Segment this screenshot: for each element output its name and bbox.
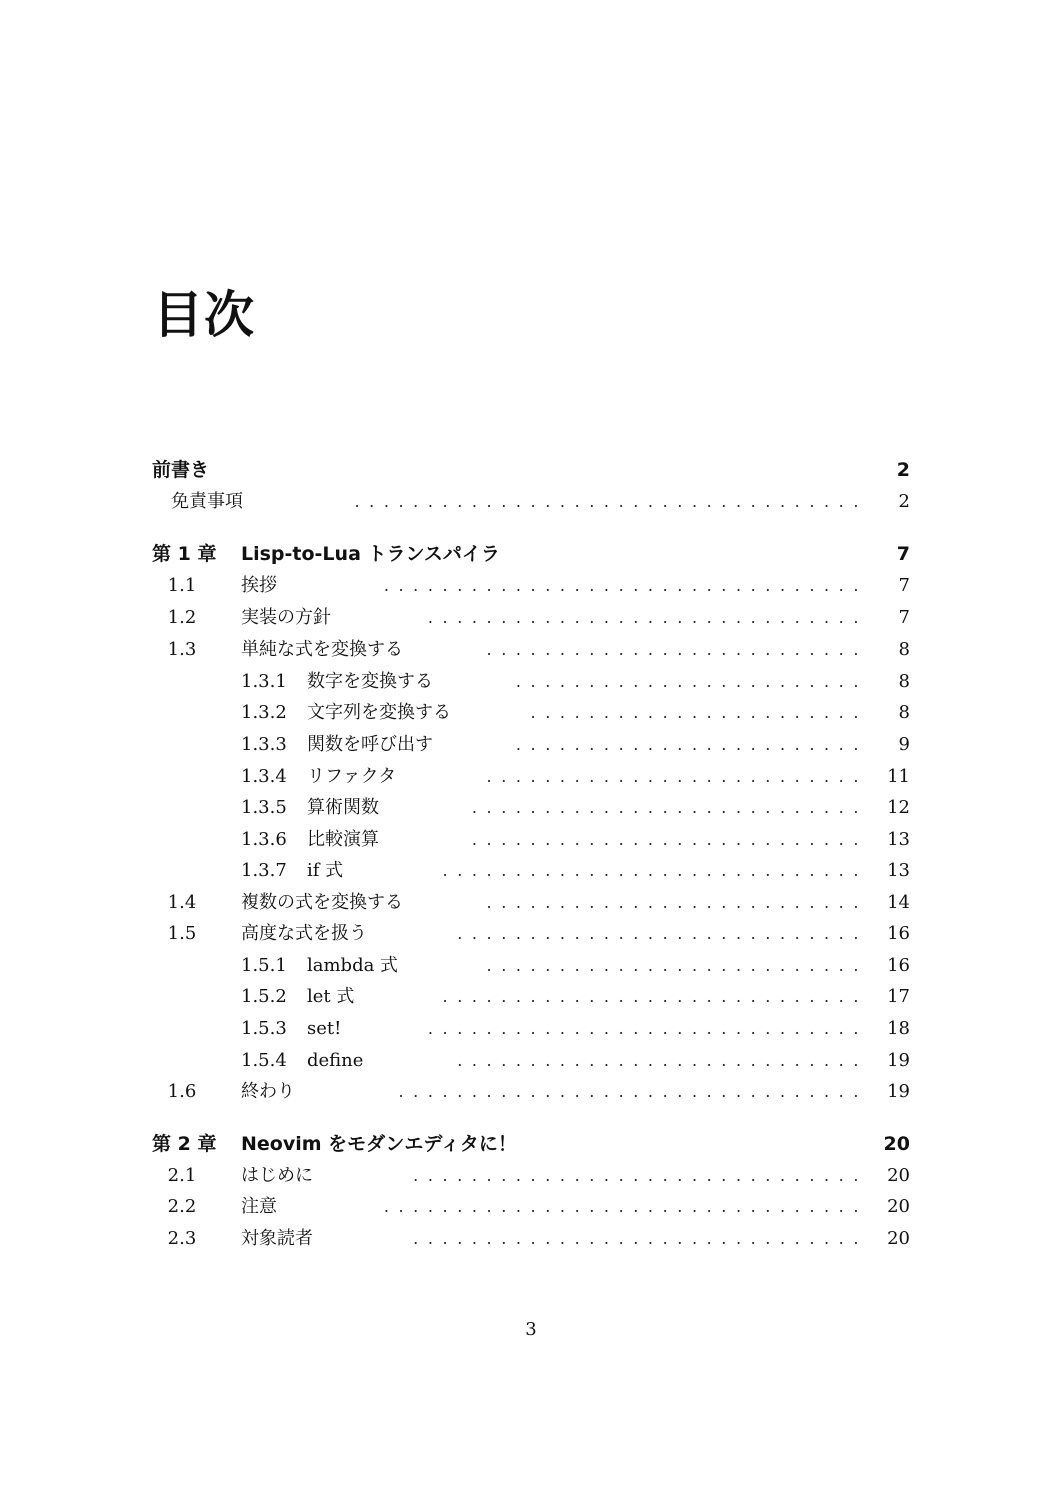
toc-entry-number: 1.5.4 bbox=[241, 1050, 287, 1071]
toc-entry-number: 1.1 bbox=[167, 575, 197, 596]
toc-entry-page: 7 bbox=[898, 575, 910, 596]
toc-section-entry[interactable] bbox=[0, 1191, 1062, 1223]
toc-entry-title: リファクタ bbox=[307, 766, 397, 787]
toc-section-entry[interactable] bbox=[0, 1160, 1062, 1192]
dot-leader: . . . . . . . . . . . . . . . . . . . . . . . . . . . . . . . . . bbox=[383, 576, 868, 595]
toc-entry-number: 2.1 bbox=[167, 1165, 197, 1186]
toc-subsection-entry[interactable] bbox=[0, 950, 1062, 982]
toc-entry-title: set! bbox=[307, 1018, 342, 1039]
toc-entry-title: Neovim をモダンエディタに！ bbox=[241, 1133, 517, 1155]
dot-leader: . . . . . . . . . . . . . . . . . . . . . . . . . . . . . bbox=[442, 987, 868, 1006]
toc-entry-title: 前書き bbox=[152, 459, 210, 481]
toc-entry-number: 1.3.7 bbox=[241, 860, 287, 881]
toc-entry-page: 8 bbox=[898, 671, 910, 692]
toc-entry-page: 16 bbox=[887, 955, 910, 976]
dot-leader: . . . . . . . . . . . . . . . . . . . . . . . . . . . . . . bbox=[427, 1019, 868, 1038]
toc-entry-number: 1.3.6 bbox=[241, 829, 287, 850]
toc-entry-title: 文字列を変換する bbox=[307, 702, 451, 723]
dot-leader: . . . . . . . . . . . . . . . . . . . . . . . . . . bbox=[486, 767, 868, 786]
toc-entry-page: 20 bbox=[887, 1165, 910, 1186]
toc-section-entry[interactable] bbox=[0, 634, 1062, 666]
toc-entry-page: 7 bbox=[898, 607, 910, 628]
toc-subsection-entry[interactable] bbox=[0, 761, 1062, 793]
dot-leader: . . . . . . . . . . . . . . . . . . . . . . . . . . . . . . bbox=[427, 608, 868, 627]
toc-entry-number: 1.4 bbox=[167, 892, 197, 913]
dot-leader: . . . . . . . . . . . . . . . . . . . . . . . . . . . . bbox=[457, 1051, 868, 1070]
toc-entry-title: 関数を呼び出す bbox=[307, 734, 433, 755]
dot-leader: . . . . . . . . . . . . . . . . . . . . . . . . . . . . . . . bbox=[413, 1229, 868, 1248]
toc-entry-title: はじめに bbox=[241, 1165, 313, 1186]
toc-entry-page: 14 bbox=[887, 892, 910, 913]
toc-entry-title: define bbox=[307, 1050, 364, 1071]
toc-entry-title: 高度な式を扱う bbox=[241, 923, 367, 944]
toc-entry-title: 数字を変換する bbox=[307, 671, 433, 692]
toc-entry-number: 1.3.2 bbox=[241, 702, 287, 723]
dot-leader: . . . . . . . . . . . . . . . . . . . . . . . . . . bbox=[486, 956, 868, 975]
toc-entry-number: 1.5.1 bbox=[241, 955, 287, 976]
dot-leader: . . . . . . . . . . . . . . . . . . . . . . . . bbox=[515, 735, 868, 754]
toc-subsection-entry[interactable] bbox=[0, 1045, 1062, 1077]
toc-entry-number: 1.3.4 bbox=[241, 766, 287, 787]
toc-subsection-entry[interactable] bbox=[0, 981, 1062, 1013]
toc-entry-number: 1.3.5 bbox=[241, 797, 287, 818]
toc-entry-title: 単純な式を変換する bbox=[241, 639, 403, 660]
dot-leader: . . . . . . . . . . . . . . . . . . . . . . . . . . . . bbox=[457, 924, 868, 943]
toc-section-entry[interactable] bbox=[0, 887, 1062, 919]
toc-entry-title: if 式 bbox=[307, 860, 344, 881]
toc-entry-page: 13 bbox=[887, 860, 910, 881]
toc-entry-page: 7 bbox=[896, 543, 910, 565]
toc-entry-page: 19 bbox=[887, 1050, 910, 1071]
toc-subsection-entry[interactable] bbox=[0, 855, 1062, 887]
toc-entry-title: 注意 bbox=[241, 1196, 277, 1217]
dot-leader: . . . . . . . . . . . . . . . . . . . . . . . . . . bbox=[486, 893, 868, 912]
toc-entry-page: 13 bbox=[887, 829, 910, 850]
toc-subsection-entry[interactable] bbox=[0, 697, 1062, 729]
toc-entry-page: 18 bbox=[887, 1018, 910, 1039]
toc-section-entry[interactable] bbox=[0, 1223, 1062, 1255]
toc-entry-number: 1.3.1 bbox=[241, 671, 287, 692]
toc-entry-page: 17 bbox=[887, 986, 910, 1007]
toc-subsection-entry[interactable] bbox=[0, 792, 1062, 824]
toc-chapter-entry[interactable] bbox=[0, 538, 1062, 570]
dot-leader: . . . . . . . . . . . . . . . . . . . . . . . . . . . . . . . bbox=[413, 1166, 868, 1185]
toc-subsection-entry[interactable] bbox=[0, 1013, 1062, 1045]
toc-entry-number: 1.5 bbox=[167, 923, 197, 944]
toc-entry-title: 終わり bbox=[241, 1081, 295, 1102]
toc-entry-number: 1.3 bbox=[167, 639, 197, 660]
toc-entry-number: 1.5.3 bbox=[241, 1018, 287, 1039]
toc-entry-page: 19 bbox=[887, 1081, 910, 1102]
toc-entry-title: let 式 bbox=[307, 986, 355, 1007]
toc-entry-page: 20 bbox=[883, 1133, 910, 1155]
toc-entry-number: 1.3.3 bbox=[241, 734, 287, 755]
toc-entry-title: 複数の式を変換する bbox=[241, 892, 403, 913]
toc-entry-page: 2 bbox=[896, 459, 910, 481]
toc-entry-number: 2.2 bbox=[167, 1196, 197, 1217]
dot-leader: . . . . . . . . . . . . . . . . . . . . . . . . . . . . . . . . . bbox=[383, 1197, 868, 1216]
toc-entry-title: 算術関数 bbox=[307, 797, 379, 818]
toc-entry-page: 20 bbox=[887, 1228, 910, 1249]
dot-leader: . . . . . . . . . . . . . . . . . . . . . . . . bbox=[515, 672, 868, 691]
dot-leader: . . . . . . . . . . . . . . . . . . . . . . . . . . . . . bbox=[442, 861, 868, 880]
toc-chapter-entry[interactable] bbox=[0, 1128, 1062, 1160]
toc-section-entry[interactable] bbox=[0, 570, 1062, 602]
toc-entry-page: 8 bbox=[898, 639, 910, 660]
toc-entry-page: 11 bbox=[887, 766, 910, 787]
toc-entry-number: 第 2 章 bbox=[152, 1133, 217, 1155]
toc-section-entry[interactable] bbox=[0, 918, 1062, 950]
page-number: 3 bbox=[525, 1319, 537, 1340]
dot-leader: . . . . . . . . . . . . . . . . . . . . . . . bbox=[530, 703, 868, 722]
toc-entry-title: 挨拶 bbox=[241, 575, 277, 596]
toc-entry-number: 第 1 章 bbox=[152, 543, 217, 565]
dot-leader: . . . . . . . . . . . . . . . . . . . . . . . . . . . . . . . . bbox=[398, 1082, 868, 1101]
toc-entry-page: 2 bbox=[898, 491, 910, 512]
toc-entry-page: 8 bbox=[898, 702, 910, 723]
toc-section-entry[interactable] bbox=[0, 486, 1062, 518]
toc-subsection-entry[interactable] bbox=[0, 824, 1062, 856]
toc-entry-page: 12 bbox=[887, 797, 910, 818]
toc-subsection-entry[interactable] bbox=[0, 729, 1062, 761]
toc-entry-title: Lisp-to-Lua トランスパイラ bbox=[241, 543, 500, 565]
dot-leader: . . . . . . . . . . . . . . . . . . . . . . . . . . bbox=[486, 640, 868, 659]
toc-entry-page: 16 bbox=[887, 923, 910, 944]
toc-entry-number: 2.3 bbox=[167, 1228, 197, 1249]
toc-entry-page: 9 bbox=[898, 734, 910, 755]
toc-entry-title: lambda 式 bbox=[307, 955, 399, 976]
dot-leader: . . . . . . . . . . . . . . . . . . . . . . . . . . . bbox=[471, 798, 868, 817]
toc-entry-number: 1.2 bbox=[167, 607, 197, 628]
toc-entry-page: 20 bbox=[887, 1196, 910, 1217]
toc-chapter-entry[interactable] bbox=[0, 454, 1062, 486]
toc-entry-title: 実装の方針 bbox=[241, 607, 331, 628]
toc-entry-title: 対象読者 bbox=[241, 1228, 313, 1249]
dot-leader: . . . . . . . . . . . . . . . . . . . . . . . . . . . bbox=[471, 830, 868, 849]
toc-entry-title: 比較演算 bbox=[307, 829, 379, 850]
toc-entry-number: 1.6 bbox=[167, 1081, 197, 1102]
toc-entry-title: 免責事項 bbox=[171, 491, 243, 512]
toc-subsection-entry[interactable] bbox=[0, 666, 1062, 698]
dot-leader: . . . . . . . . . . . . . . . . . . . . . . . . . . . . . . . . . . . bbox=[354, 492, 868, 511]
page-title: 目次 bbox=[153, 286, 255, 344]
toc-entry-number: 1.5.2 bbox=[241, 986, 287, 1007]
toc-section-entry[interactable] bbox=[0, 602, 1062, 634]
toc-section-entry[interactable] bbox=[0, 1076, 1062, 1108]
